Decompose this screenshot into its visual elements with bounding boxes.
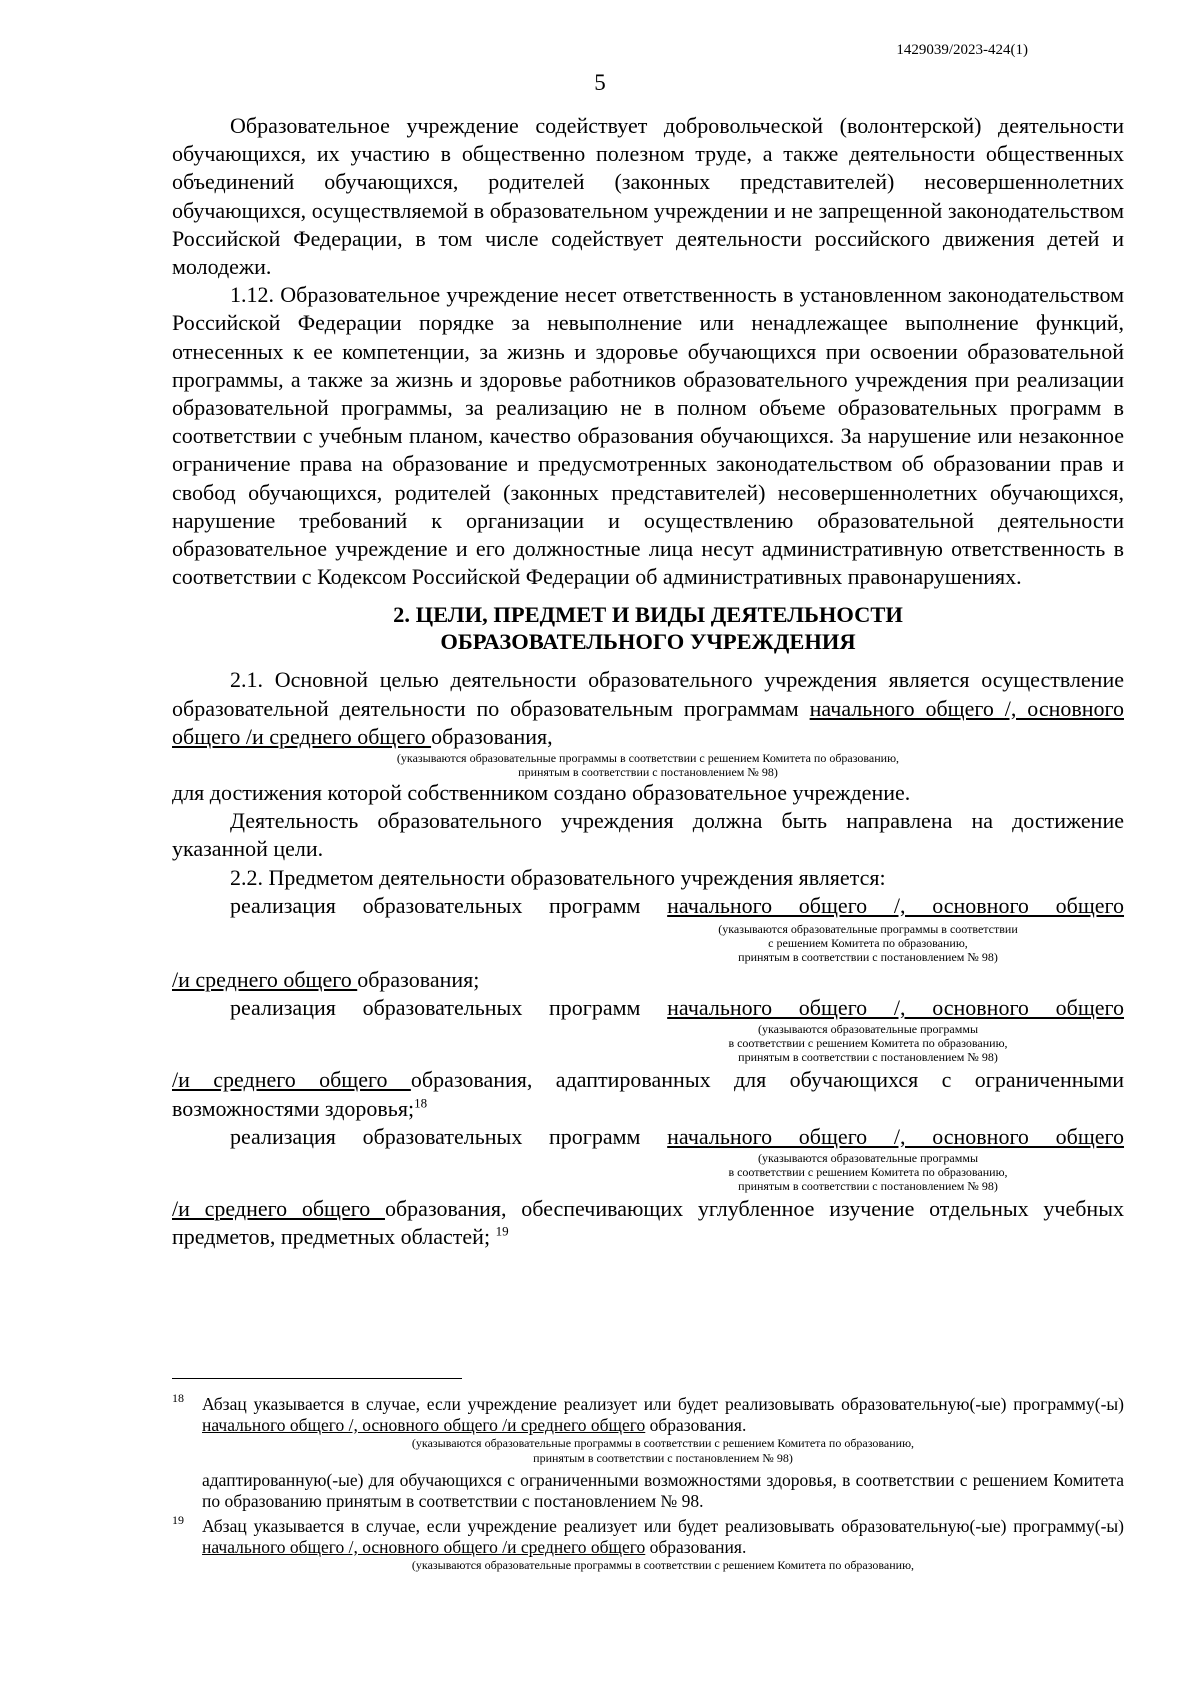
paragraph-volunteer: Образовательное учреждение содействует добровольческой (волонтерской) деятельности обучающихся, их участию в общественно полезном труде, а также деятельности общественных объединений обучающихся, родителей (законных представителей) несовершеннолетних обучающихся, осуществляемой в образовательном учреждении и не запрещенной законодательством Российской Федерации, в том числе содействует деятельности российского движения детей и молодежи.: [172, 113, 1124, 280]
section-heading-line1: 2. ЦЕЛИ, ПРЕДМЕТ И ВИДЫ ДЕЯТЕЛЬНОСТИ: [393, 602, 903, 628]
paragraph-2-1-start: 2.1. Основной целью деятельности образовательного учреждения является осуществление образовательной деятельности по образовательным программам: [172, 667, 1124, 721]
footnote-18-note-line2: принятым в соответствии с постановлением № 98): [533, 1451, 793, 1465]
footnote-ref-18[interactable]: 18: [414, 1095, 428, 1111]
section-heading: [172, 601, 1124, 655]
item-1-start: реализация образовательных программ: [230, 892, 668, 918]
item-3-cont-end: образования, обеспечивающих углубленное изучение отдельных учебных предметов, предметных областей;: [172, 1196, 1124, 1250]
item-1-note-line2: с решением Комитета по образованию,: [768, 936, 968, 951]
paragraph-1-12: 1.12. Образовательное учреждение несет ответственность в установленном законодательством Российской Федерации порядке за невыполнение или ненадлежащее выполнение функций, отнесенных к ее компетенции, за жизнь и здоровье обучающихся при освоении образовательной программы, а также за жизнь и здоровье работников образовательного учреждения при реализации образовательной программы, за реализацию не в полном объеме образовательных программ в соответствии с учебным планом, качество образования обучающихся. За нарушение или незаконное ограничение права на образование и предусмотренных законодательством об образовании прав и свобод обучающихся, родителей (законных представителей) несовершеннолетних обучающихся, нарушение требований к организации и осуществлению образовательной деятельности образовательное учреждение и его должностные лица несут административную ответственность в соответствии с Кодексом Российской Федерации об административных правонарушениях.: [172, 282, 1124, 590]
paragraph-goal: Деятельность образовательного учреждения должна быть направлена на достижение указанной цели.: [172, 808, 1124, 862]
footnote-18-note-line1: (указываются образовательные программы в соответствии с решением Комитета по образованию,: [411, 1436, 915, 1450]
footnote-19-text-end: образования.: [645, 1537, 747, 1557]
footnote-19-number: 19: [172, 1513, 184, 1527]
paragraph-2-1-end: образования,: [431, 723, 553, 749]
footnote-18-number: 18: [172, 1391, 184, 1405]
note-2-1: [172, 751, 1124, 779]
item-3-programs: начального общего /, основного общего: [667, 1123, 1125, 1149]
paragraph-2-1-programs: начального общего /, основного общего /и среднего общего: [172, 695, 1124, 749]
item-1-programs: начального общего /, основного общего: [667, 892, 1125, 918]
item-2-cont-end: образования, адаптированных для обучающихся с ограниченными возможностями здоровья;: [172, 1067, 1124, 1121]
item-2-programs: начального общего /, основного общего: [667, 995, 1125, 1021]
footnote-19-note: [202, 1558, 1124, 1573]
item-2-note-line3: принятым в соответствии с постановлением № 98): [738, 1050, 998, 1065]
footnote-18-text-start: Абзац указывается в случае, если учреждение реализует или будет реализовывать образовательную(-ые) программу(-ы): [202, 1394, 1124, 1414]
item-1-note: [612, 922, 1124, 964]
item-1-cont-programs: /и среднего общего: [172, 967, 358, 993]
item-1-cont-end: образования;: [357, 967, 480, 993]
item-3: [172, 1123, 1124, 1151]
paragraph-2-1: [172, 666, 1124, 751]
item-3-cont-programs: /и среднего общего: [172, 1196, 385, 1222]
footnote-18-text: [202, 1394, 1124, 1436]
note-2-1-line2: принятым в соответствии с постановлением № 98): [518, 765, 778, 780]
paragraph-2-2: 2.2. Предметом деятельности образовательного учреждения является:: [230, 864, 886, 890]
footnote-18-note: [202, 1436, 1124, 1466]
footnote-18-text-end: образования.: [645, 1415, 747, 1435]
item-1-cont: [172, 966, 1124, 994]
footnote-19-note-line1: (указываются образовательные программы в соответствии с решением Комитета по образованию,: [411, 1558, 915, 1572]
item-3-note-line2: в соответствии с решением Комитета по образованию,: [728, 1165, 1008, 1180]
footnote-18: [172, 1391, 1124, 1512]
footnote-19-text: [202, 1516, 1124, 1558]
item-2-note-line2: в соответствии с решением Комитета по образованию,: [728, 1036, 1008, 1051]
item-3-start: реализация образовательных программ: [230, 1123, 668, 1149]
footnote-separator: [172, 1378, 462, 1379]
document-number: 1429039/2023-424(1): [896, 42, 1028, 58]
footnote-18-cont: адаптированную(-ые) для обучающихся с ограниченными возможностями здоровья, в соответствии с решением Комитета по образованию принятым в соответствии с постановлением № 98.: [202, 1470, 1124, 1511]
footnote-19-text-start: Абзац указывается в случае, если учреждение реализует или будет реализовывать образовательную(-ые) программу(-ы): [202, 1516, 1124, 1536]
page-number: 5: [594, 70, 606, 95]
footnote-ref-19[interactable]: 19: [495, 1223, 509, 1239]
item-2-note: [612, 1022, 1124, 1064]
section-heading-line2: ОБРАЗОВАТЕЛЬНОГО УЧРЕЖДЕНИЯ: [440, 629, 856, 655]
item-1-note-line3: принятым в соответствии с постановлением № 98): [738, 950, 998, 965]
item-1: [172, 892, 1124, 920]
item-2: [172, 994, 1124, 1022]
item-3-cont: [172, 1195, 1124, 1251]
document-body: [172, 112, 1124, 1252]
footnote-18-programs: начального общего /, основного общего /и среднего общего: [202, 1415, 646, 1435]
item-2-note-line1: (указываются образовательные программы: [757, 1022, 979, 1037]
item-2-cont: [172, 1066, 1124, 1122]
item-2-cont-programs: /и среднего общего: [172, 1067, 411, 1093]
item-2-start: реализация образовательных программ: [230, 995, 668, 1021]
item-3-note: [612, 1151, 1124, 1193]
footnote-19-programs: начального общего /, основного общего /и среднего общего: [202, 1537, 646, 1557]
note-2-1-line1: (указываются образовательные программы в соответствии с решением Комитета по образованию,: [396, 751, 900, 766]
item-1-note-line1: (указываются образовательные программы в соответствии: [718, 922, 1018, 937]
footnote-19: [172, 1513, 1124, 1573]
paragraph-2-1-cont: для достижения которой собственником создано образовательное учреждение.: [172, 780, 911, 806]
item-3-note-line3: принятым в соответствии с постановлением № 98): [738, 1179, 998, 1194]
item-3-note-line1: (указываются образовательные программы: [757, 1151, 979, 1166]
